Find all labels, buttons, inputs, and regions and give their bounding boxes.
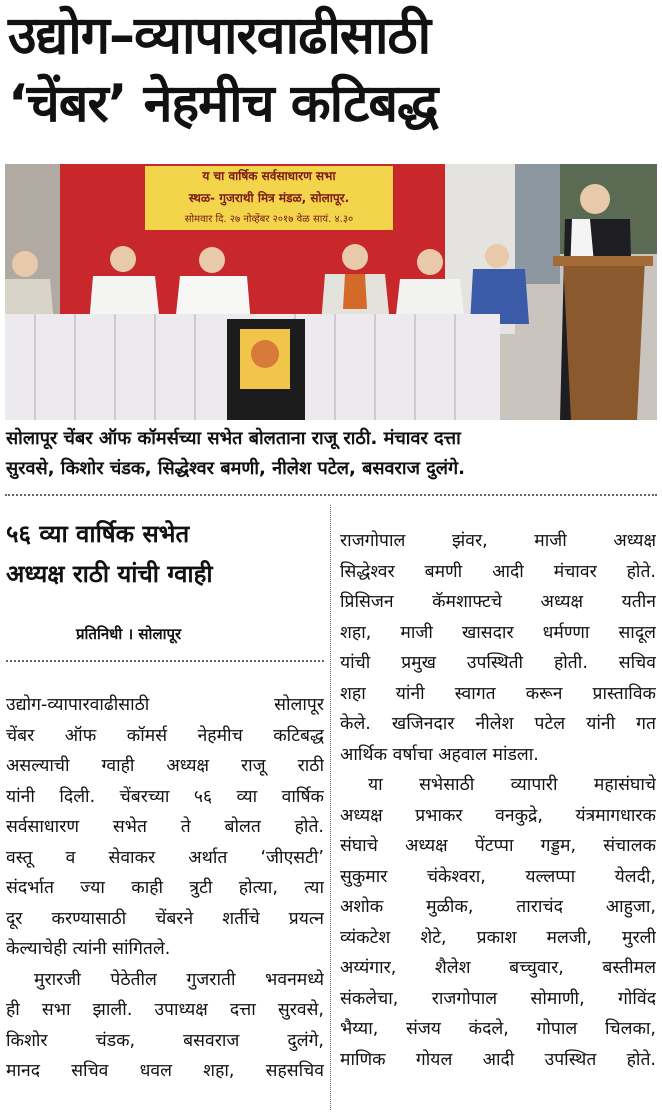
column-divider (330, 505, 331, 1110)
body-line: मुरारजी पेठेतील गुजराती भवनमध्ये (34, 969, 324, 990)
body-line: केले. खजिनदार नीलेश पटेल यांनी गत (340, 714, 656, 734)
banner-line1: ‍य चा वार्षिक सर्वसाधारण सभा (202, 169, 336, 183)
byline: प्रतिनिधी । सोलापूर (76, 625, 182, 643)
body-line: चेंबर ऑफ कॉमर्स नेहमीच कटिबद्ध (6, 725, 324, 746)
subheadline (6, 514, 324, 594)
body-line: मानद सचिव धवल शहा, सहसचिव (6, 1061, 324, 1081)
body-line: दूर करण्यासाठी चेंबरने शर्तीचे प्रयत्न (6, 908, 324, 929)
body-line: असल्याची ग्वाही अध्यक्ष राजू राठी (6, 756, 324, 776)
body-line: सिद्धेश्वर बमणी आदी मंचावर होते. (340, 561, 656, 582)
body-line: अशोक मुळीक, ताराचंद आहुजा, (340, 897, 656, 917)
body-line: प्रिसिजन कॅमशाफ्टचे अध्यक्ष यतीन (340, 592, 656, 612)
photo-caption (6, 424, 656, 484)
headline-line: ‘चेंबर’ नेहमीच कटिबद्ध (8, 74, 438, 134)
body-line: शहा, माजी खासदार धर्मण्णा सादूल (340, 622, 656, 643)
subhead-line: अध्यक्ष राठी यांची ग्वाही (6, 560, 213, 588)
body-line: माणिक गोयल आदी उपस्थित होते. (340, 1049, 656, 1070)
article-column-1 (6, 690, 324, 1087)
body-line: व्यंकटेश शेटे, प्रकाश मलजी, मुरली (340, 927, 656, 948)
body-line: या सभेसाठी व्यापारी महासंघाचे (368, 775, 656, 795)
byline-divider (6, 660, 324, 662)
body-line: किशोर चंडक, बसवराज दुलंगे, (6, 1030, 324, 1051)
body-line: सर्वसाधारण सभेत ते बोलत होते. (6, 817, 324, 837)
banner-line2: स्थळ- गुजराथी मित्र मंडळ, सोलापूर. (188, 191, 350, 205)
body-line: अध्यक्ष प्रभाकर वनकुद्रे, यंत्रमागधारक (340, 805, 656, 826)
body-line: यांची प्रमुख उपस्थिती होती. सचिव (340, 653, 656, 673)
banner-line3: सोमवार दि. २७ नोव्हेंबर २०१७ वेळ सायं. ४.३० (184, 214, 354, 225)
news-photo (5, 164, 657, 420)
body-line: ही सभा झाली. उपाध्यक्ष दत्ता सुरवसे, (6, 1000, 324, 1020)
body-line: आर्थिक वर्षाचा अहवाल मांडला. (340, 744, 539, 765)
body-line: भैय्या, संजय कंदले, गोपाल चिलका, (340, 1019, 656, 1039)
caption-line: सोलापूर चेंबर ऑफ कॉमर्सच्या सभेत बोलताना राजू राठी. मंचावर दत्ता (6, 428, 461, 449)
caption-line: सुरवसे, किशोर चंडक, सिद्धेश्वर बमणी, नीलेश पटेल, बसवराज दुलंगे. (6, 458, 465, 479)
body-line: उद्योग-व्यापारवाढीसाठी सोलापूर (6, 695, 324, 715)
body-line: राजगोपाल झंवर, माजी अध्यक्ष (340, 531, 656, 551)
body-line: शहा यांनी स्वागत करून प्रास्ताविक (340, 683, 656, 704)
body-line: संघाचे अध्यक्ष पेंटप्पा गड्डम, संचालक (340, 836, 656, 856)
body-line: यांनी दिली. चेंबरच्या ५६ व्या वार्षिक (6, 786, 324, 807)
body-line: वस्तू व सेवाकर अर्थात ‘जीएसटी’ (6, 847, 324, 868)
body-line: संकलेचा, राजगोपाल सोमाणी, गोविंद (340, 988, 656, 1009)
subhead-line: ५६ व्या वार्षिक सभेत (6, 520, 190, 548)
body-line: सुकुमार चंकेश्वरा, यल्लप्पा येलदी, (340, 866, 656, 887)
photo-illustration (5, 164, 657, 420)
body-line: संदर्भात ज्या काही त्रुटी होत्या, त्या (6, 878, 324, 898)
headline-line: उद्योग–व्यापारवाढीसाठी (8, 6, 431, 66)
body-line: अय्यंगार, शैलेश बच्चुवार, बस्तीमल (340, 958, 656, 978)
article-column-2 (340, 526, 656, 1075)
body-line: केल्याचेही त्यांनी सांगितले. (6, 939, 171, 959)
headline (8, 2, 656, 138)
caption-divider (5, 494, 657, 496)
